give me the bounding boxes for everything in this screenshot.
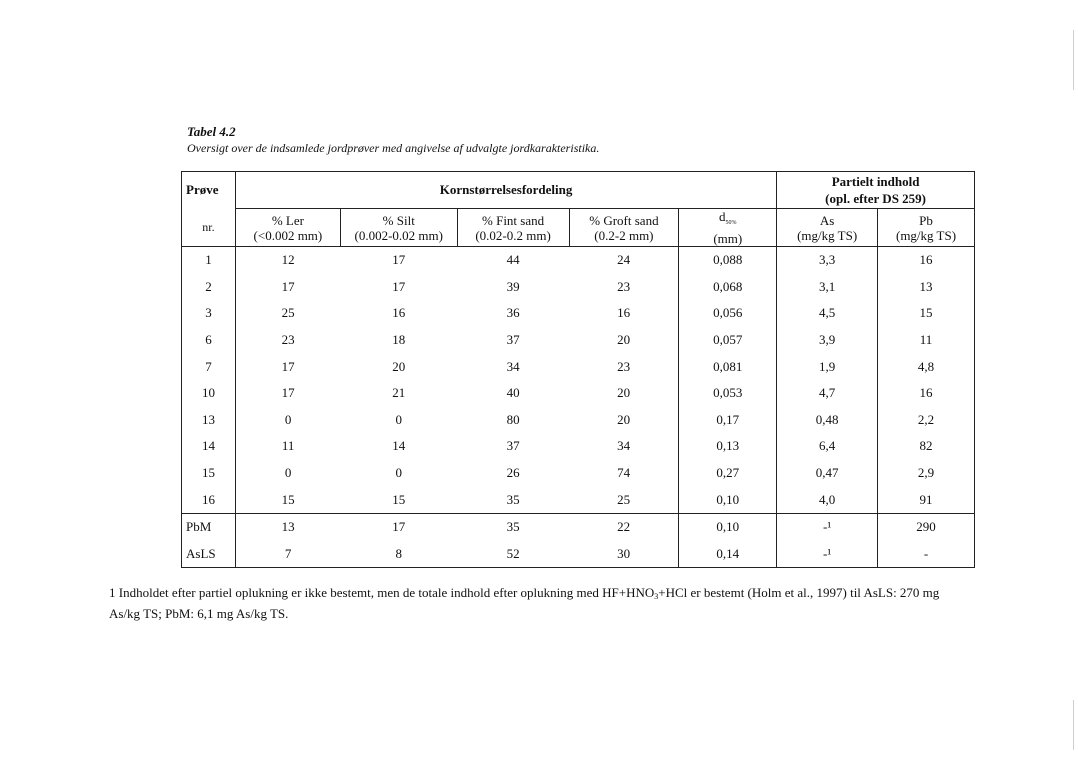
cell-silt: 15 <box>392 491 406 507</box>
cell-coarse-sand: 22 <box>569 513 679 540</box>
header-row-columns <box>182 209 975 247</box>
cell-d50: 0,27 <box>679 460 777 487</box>
cell-silt: 17 <box>340 513 457 540</box>
table-row <box>182 274 975 301</box>
cell-fine-sand: 34 <box>506 358 520 374</box>
cell-coarse-sand: 34 <box>569 433 679 460</box>
cell-d50: 0,10 <box>679 486 777 513</box>
cell-coarse-sand: 20 <box>569 407 679 434</box>
cell-pb: 82 <box>919 438 933 454</box>
grain-size-group-header: Kornstørrelsesfordeling <box>235 172 776 209</box>
reference-row <box>182 541 975 568</box>
cell-coarse-sand: 24 <box>569 247 679 274</box>
cell-d50: 0,081 <box>679 353 777 380</box>
cell-clay: 7 <box>284 545 292 561</box>
table-number: Tabel 4.2 <box>187 124 236 139</box>
cell-coarse-sand: 16 <box>569 300 679 327</box>
table-row <box>182 407 975 434</box>
header-row-group <box>182 172 975 209</box>
cell-as: 6,4 <box>777 433 878 460</box>
cell-clay: 17 <box>281 278 295 294</box>
table-row <box>182 433 975 460</box>
col-header-d50: $d_{50\%}$ (mm) <box>679 209 777 247</box>
cell-d50: 0,13 <box>679 433 777 460</box>
cell-fine-sand: 52 <box>506 545 520 561</box>
cell-coarse-sand: 25 <box>569 486 679 513</box>
sample-number-header: nr. <box>182 209 236 247</box>
cell-fine-sand: 40 <box>506 385 520 401</box>
cell-coarse-sand: 20 <box>569 380 679 407</box>
cell-fine-sand: 39 <box>506 278 520 294</box>
cell-clay: 17 <box>281 358 295 374</box>
cell-clay: 15 <box>281 491 295 507</box>
cell-silt: 14 <box>392 438 406 454</box>
table-row <box>182 247 975 274</box>
cell-fine-sand: 35 <box>506 491 520 507</box>
cell-pb: 13 <box>919 278 933 294</box>
scan-margin-line <box>1073 700 1074 750</box>
soil-sample-table <box>181 171 975 568</box>
cell-clay: 13 <box>235 513 340 540</box>
cell-sample-id: 6 <box>182 327 236 354</box>
cell-sample-id: 1 <box>182 247 236 274</box>
col-header-silt: % Silt (0.002-0.02 mm) <box>340 209 457 247</box>
cell-as: -¹ <box>777 513 878 540</box>
col-header-clay: % Ler (<0.002 mm) <box>235 209 340 247</box>
footnote: 1 Indholdet efter partiel oplukning er ikke bestemt, men de totale indhold efter oplukning med HF+HNO3+HCl er bestemt (Holm et al., 1997) til AsLS: 270 mg As/kg TS; PbM: 6,1 mg As/kg TS. <box>109 585 940 621</box>
cell-as: 4,5 <box>777 300 878 327</box>
cell-fine-sand: 37 <box>506 438 520 454</box>
cell-as: 3,1 <box>777 274 878 301</box>
cell-clay: 23 <box>281 332 295 348</box>
cell-as: 0,48 <box>777 407 878 434</box>
cell-silt: 17 <box>392 278 406 294</box>
table-row <box>182 300 975 327</box>
table-row <box>182 327 975 354</box>
table-row <box>182 380 975 407</box>
cell-silt: 20 <box>392 358 406 374</box>
cell-sample-id: AsLS <box>182 541 236 568</box>
cell-clay: 0 <box>284 411 292 427</box>
cell-silt: 17 <box>392 252 406 268</box>
cell-as: 3,3 <box>777 247 878 274</box>
cell-sample-id: 16 <box>182 486 236 513</box>
partial-content-line1: Partielt indhold <box>831 174 920 189</box>
cell-as: -¹ <box>777 541 878 568</box>
cell-as: 4,0 <box>777 486 878 513</box>
cell-pb: 2,2 <box>917 411 935 427</box>
cell-pb: 11 <box>919 332 933 348</box>
cell-as: 1,9 <box>777 353 878 380</box>
table-row <box>182 486 975 513</box>
cell-coarse-sand: 74 <box>569 460 679 487</box>
cell-coarse-sand: 23 <box>569 274 679 301</box>
cell-clay: 11 <box>281 438 295 454</box>
cell-sample-id: 15 <box>182 460 236 487</box>
col-header-pb: Pb (mg/kg TS) <box>878 209 975 247</box>
cell-sample-id: 10 <box>182 380 236 407</box>
table-description: Oversigt over de indsamlede jordprøver med angivelse af udvalgte jordkarakteristika. <box>187 141 600 155</box>
cell-d50: 0,068 <box>679 274 777 301</box>
table-row <box>182 460 975 487</box>
cell-as: 3,9 <box>777 327 878 354</box>
cell-d50: 0,17 <box>679 407 777 434</box>
cell-pb: 2,9 <box>917 465 935 481</box>
cell-silt: 18 <box>392 332 406 348</box>
cell-sample-id: 7 <box>182 353 236 380</box>
cell-pb: 4,8 <box>917 358 935 374</box>
cell-d50: 0,056 <box>679 300 777 327</box>
reference-row <box>182 513 975 540</box>
table-row <box>182 353 975 380</box>
col-header-as: As (mg/kg TS) <box>777 209 878 247</box>
cell-sample-id: 3 <box>182 300 236 327</box>
cell-fine-sand: 36 <box>506 305 520 321</box>
cell-pb: 16 <box>919 385 933 401</box>
partial-content-group-header <box>777 172 975 209</box>
cell-clay: 12 <box>281 252 295 268</box>
cell-pb: - <box>923 545 929 561</box>
table-caption <box>187 124 599 156</box>
cell-silt: 0 <box>395 465 402 481</box>
cell-d50: 0,057 <box>679 327 777 354</box>
col-header-coarse-sand: % Groft sand (0.2-2 mm) <box>569 209 679 247</box>
cell-clay: 25 <box>281 305 295 321</box>
cell-sample-id: 2 <box>182 274 236 301</box>
sample-header: Prøve <box>182 172 236 209</box>
cell-sample-id: 13 <box>182 407 236 434</box>
cell-silt: 8 <box>395 545 402 561</box>
cell-fine-sand: 44 <box>506 252 520 268</box>
cell-coarse-sand: 20 <box>569 327 679 354</box>
cell-sample-id: 14 <box>182 433 236 460</box>
cell-pb: 91 <box>919 491 933 507</box>
cell-fine-sand: 26 <box>506 465 520 481</box>
cell-sample-id: PbM <box>182 513 236 540</box>
col-header-fine-sand: % Fint sand (0.02-0.2 mm) <box>457 209 569 247</box>
cell-clay: 17 <box>281 385 295 401</box>
cell-pb: 290 <box>878 513 975 540</box>
cell-coarse-sand: 30 <box>569 541 679 568</box>
partial-content-line2: (opl. efter DS 259) <box>825 191 927 206</box>
scan-margin-line <box>1073 30 1074 90</box>
cell-d50: 0,14 <box>679 541 777 568</box>
cell-silt: 16 <box>392 305 406 321</box>
cell-fine-sand: 80 <box>506 411 520 427</box>
cell-fine-sand: 35 <box>457 513 569 540</box>
cell-d50: 0,053 <box>679 380 777 407</box>
cell-silt: 21 <box>392 385 406 401</box>
cell-as: 0,47 <box>777 460 878 487</box>
cell-d50: 0,088 <box>679 247 777 274</box>
cell-coarse-sand: 23 <box>569 353 679 380</box>
cell-fine-sand: 37 <box>506 332 520 348</box>
cell-d50: 0,10 <box>679 513 777 540</box>
cell-silt: 0 <box>395 411 402 427</box>
cell-pb: 15 <box>919 305 933 321</box>
cell-clay: 0 <box>284 465 292 481</box>
cell-pb: 16 <box>919 252 933 268</box>
cell-as: 4,7 <box>777 380 878 407</box>
